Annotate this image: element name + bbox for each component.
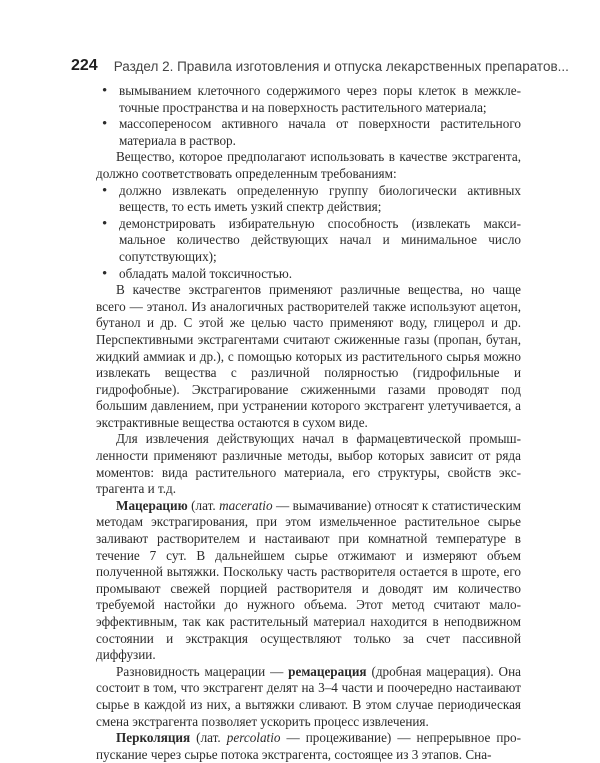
methods-paragraph: Для извлечения действующих начал в фармацевтической промышленности применяют различные методы, выбор которых зависит от ряда моментов: вида растительного материала, его структуры, свойств экстрагента и т.д. [96, 431, 521, 497]
diffusion-list [96, 83, 521, 149]
extractants-paragraph: В качестве экстрагентов применяют различные вещества, но чаще всего — этанол. Из аналогичных растворителей также используют ацетон, бутанол и др. С этой же целью часто применяют воду, глицерол и др. Перспективными экстрагентами считают сжиженные газы (пропан, бутан, жидкий аммиак и др.), с помощью которых из растительного сырья можно извлекать вещества с различной полярностью (гидрофильные и гидрофобные). Экстрагирование сжиженными газами проводят под большим давлением, при устранении которого экстрагент улетучивается, а экстрактивные вещества остаются в сухом виде. [96, 282, 521, 430]
list-item: • массопереносом активного начала от поверхности растительного материала в раствор. [96, 116, 521, 149]
percolation-latin: percolatio [226, 730, 281, 746]
remaceration-term: ремацерация [288, 663, 367, 679]
page-content [96, 83, 521, 763]
requirements-list [96, 183, 521, 283]
percolation-open: (лат. [190, 730, 227, 746]
maceration-paragraph [96, 498, 521, 664]
percolation-text: — процеживание) — непрерывное пропускание через сырье потока экстрагента, состоящее из 3 этапов. Сна- [96, 730, 521, 762]
maceration-latin: maceratio [219, 497, 273, 513]
running-head: Раздел 2. Правила изготовления и отпуска лекарственных препаратов... [113, 58, 569, 74]
percolation-term: Перколяция [116, 730, 191, 746]
list-item: • вымыванием клеточного содержимого через поры клеток в межклеточные пространства и на поверхность растительного материала; [96, 83, 521, 116]
maceration-term: Мацерацию [116, 497, 188, 513]
page-number: 224 [71, 57, 98, 74]
maceration-open: (лат. [187, 497, 220, 513]
list-item: • демонстрировать избирательную способность (извлекать максимальное количество действующих начал и минимальное число сопутствующих); [96, 216, 521, 266]
percolation-paragraph [96, 730, 521, 763]
remaceration-before: Разновидность мацерации — [116, 663, 289, 679]
remaceration-paragraph [96, 664, 521, 730]
page-header [71, 52, 569, 80]
list-item: • обладать малой токсичностью. [96, 266, 521, 283]
maceration-text: — вымачивание) относят к статистическим методам экстрагирования, при этом измельченное растительное сырье заливают растворителем и настаивают при комнатной температуре в течение 7 сут. В дальнейшем сырье отжимают и измеряют объем полученной вытяжки. Поскольку часть растворителя остается в шроте, его промывают свежей порцией растворителя и доводят им количество требуемой настойки до нужного объема. Этот метод считают малоэффективным, так как растительный материал находится в неподвижном состоянии и экстракция осуществляют только за счет пассивной диффузии. [96, 497, 521, 663]
requirements-paragraph: Вещество, которое предполагают использовать в качестве экстрагента, должно соответствовать определенным требованиям: [96, 149, 521, 181]
remaceration-text: (дробная мацерация). Она состоит в том, что экстрагент делят на 3–4 части и поочередно настаивают сырье в каждой из них, а вытяжки сливают. В этом случае периодическая смена экстрагента позволяет ускорить процесс извлечения. [96, 663, 521, 729]
list-item: • должно извлекать определенную группу биологически активных веществ, то есть иметь узкий спектр действия; [96, 183, 521, 216]
